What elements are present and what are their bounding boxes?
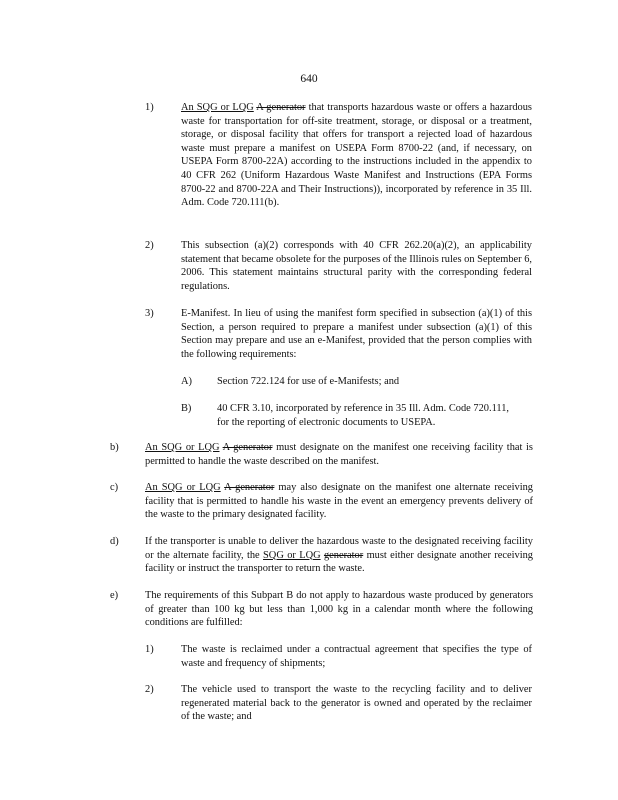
item-text — [145, 481, 533, 522]
item-marker: 1) — [145, 644, 154, 655]
item-marker: d) — [110, 536, 119, 547]
item-marker: 3) — [145, 308, 154, 319]
paragraph-text: The requirements of this Subpart B do not apply to hazardous waste produced by generators of greater than 100 kg but less than 1,000 kg in a calendar month where the following conditions are fulfilled: — [145, 590, 533, 629]
inserted-text: An SQG or LQG — [145, 482, 221, 493]
inserted-text: An SQG or LQG — [145, 442, 220, 453]
item-text — [181, 683, 532, 724]
item-marker: 2) — [145, 684, 154, 695]
item-text — [145, 535, 533, 576]
paragraph-text: The waste is reclaimed under a contractual agreement that specifies the type of waste and frequency of shipments; — [181, 644, 532, 669]
item-marker: c) — [110, 482, 119, 493]
item-text — [217, 375, 509, 389]
item-text — [181, 643, 532, 670]
paragraph-text: If the transporter is unable to deliver the hazardous waste to the designated receiving facility or the alternate facility, the — [145, 536, 533, 561]
item-text — [181, 101, 532, 210]
deleted-text: A generator — [222, 442, 273, 453]
paragraph-text: 40 CFR 3.10, incorporated by reference in 35 Ill. Adm. Code 720.111, for the reporting of electronic documents to USEPA. — [217, 403, 509, 428]
item-marker: A) — [181, 376, 192, 387]
paragraph-text: This subsection (a)(2) corresponds with 40 CFR 262.20(a)(2), an applicability statement that became obsolete for the purposes of the Illinois rules on September 6, 2006. This statement maintains structural parity with the corresponding federal regulations. — [181, 240, 532, 292]
paragraph-text: may also designate on the manifest one alternate receiving facility that is permitted to handle his waste in the event an emergency prevents delivery of the waste to the primary designated facility. — [145, 482, 533, 521]
item-text — [145, 441, 533, 468]
inserted-text: SQG or LQG — [263, 549, 321, 561]
item-marker: e) — [110, 590, 119, 601]
paragraph-text: must designate on the manifest one receiving facility that is permitted to handle the waste described on the manifest. — [145, 442, 533, 467]
paragraph-text: that transports hazardous waste or offers a hazardous waste for transportation for off-site treatment, storage, or disposal or a treatment, storage, or disposal facility that offers for transport a rejected load of hazardous waste must prepare a manifest on USEPA Form 8700-22 (and, if necessary, on USEPA Form 8700-22A) according to the instructions included in the appendix to 40 CFR 262 (Uniform Hazardous Waste Manifest and Instructions (EPA Forms 8700-22 and 8700-22A and Their Instructions)), incorporated by reference in 35 Ill. Adm. Code 720.111(b). — [181, 102, 532, 209]
paragraph-text: The vehicle used to transport the waste to the recycling facility and to deliver regenerated material back to the generator is owned and operated by the reclaimer of the waste; and — [181, 684, 532, 723]
paragraph-text: Section 722.124 for use of e-Manifests; and — [217, 376, 400, 387]
item-marker: B) — [181, 403, 192, 414]
paragraph-text: must either designate another receiving facility or instruct the transporter to return the waste. — [145, 549, 533, 575]
item-text — [217, 402, 509, 429]
item-marker: b) — [110, 442, 119, 453]
item-text — [181, 239, 532, 293]
item-text — [145, 589, 533, 630]
item-marker: 2) — [145, 240, 154, 251]
deleted-text: A generator — [256, 102, 306, 113]
item-marker: 1) — [145, 102, 154, 113]
inserted-text: An SQG or LQG — [181, 102, 254, 113]
deleted-text: A generator — [224, 482, 275, 493]
page-number: 640 — [300, 73, 318, 85]
deleted-text: generator — [323, 549, 364, 561]
item-text — [181, 307, 532, 361]
paragraph-text: E-Manifest. In lieu of using the manifest form specified in subsection (a)(1) of this Section, a person required to prepare a manifest under subsection (a)(1) of this Section may prepare and use an e-Manifest, provided that the person complies with the following requirements: — [181, 308, 532, 360]
